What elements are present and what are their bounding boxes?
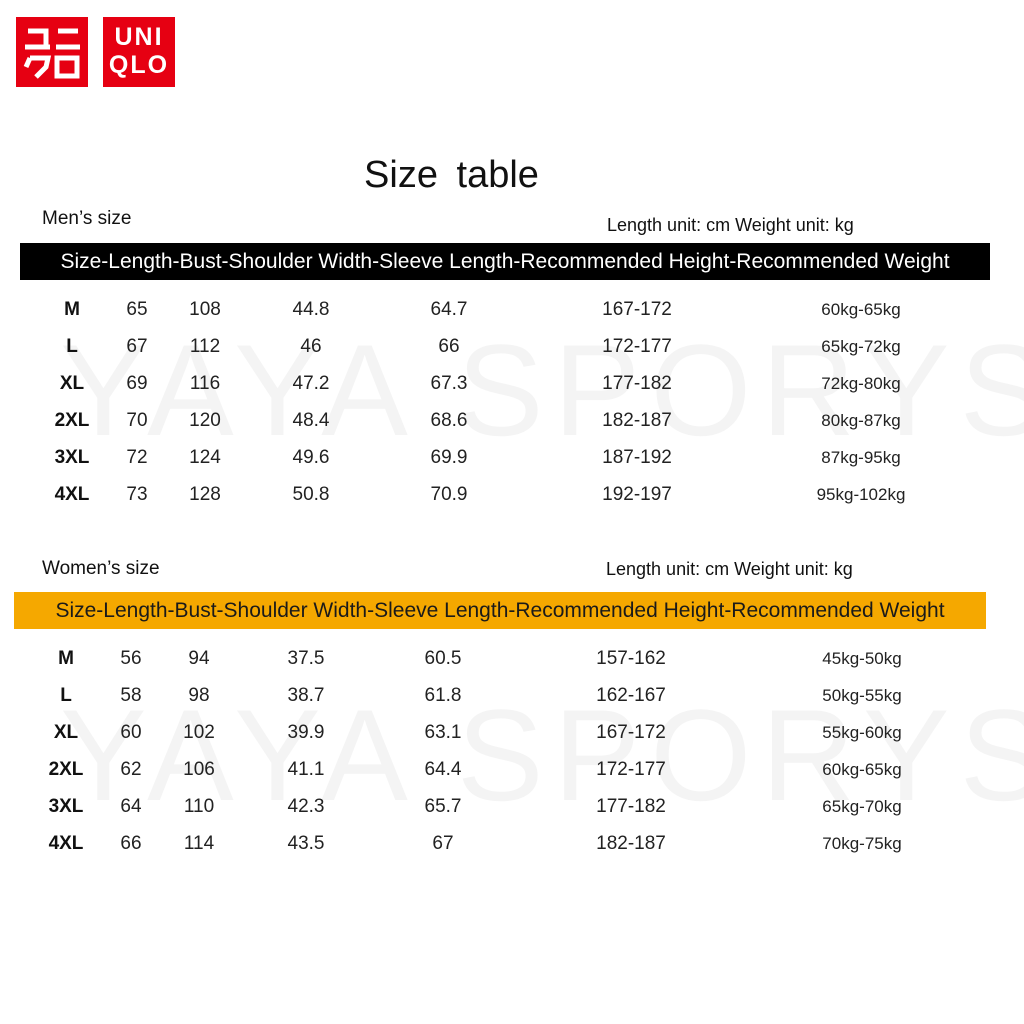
shoulder-cell: 38.7 bbox=[287, 685, 325, 706]
weight-cell: 87kg-95kg bbox=[821, 448, 901, 467]
table-row bbox=[0, 751, 1024, 788]
shoulder-cell: 47.2 bbox=[292, 373, 330, 394]
height-cell: 157-162 bbox=[596, 648, 666, 669]
sleeve-cell: 70.9 bbox=[430, 484, 468, 505]
weight-cell: 80kg-87kg bbox=[821, 411, 901, 430]
size-cell: M bbox=[64, 299, 80, 320]
size-cell: 4XL bbox=[48, 833, 84, 854]
sleeve-cell: 69.9 bbox=[430, 447, 468, 468]
bust-cell: 102 bbox=[183, 722, 215, 743]
bust-cell: 124 bbox=[189, 447, 221, 468]
length-cell: 56 bbox=[120, 648, 142, 669]
height-cell: 167-172 bbox=[596, 722, 666, 743]
bust-cell: 106 bbox=[183, 759, 215, 780]
shoulder-cell: 39.9 bbox=[287, 722, 325, 743]
table-row bbox=[0, 640, 1024, 677]
women-header-bar: Size-Length-Bust-Shoulder Width-Sleeve Length-Recommended Height-Recommended Weight bbox=[14, 592, 986, 629]
table-row bbox=[0, 476, 1024, 513]
weight-cell: 72kg-80kg bbox=[821, 374, 901, 393]
shoulder-cell: 44.8 bbox=[292, 299, 330, 320]
weight-cell: 70kg-75kg bbox=[822, 834, 902, 853]
height-cell: 177-182 bbox=[602, 373, 672, 394]
weight-cell: 65kg-70kg bbox=[822, 797, 902, 816]
size-cell: M bbox=[58, 648, 74, 669]
sleeve-cell: 67 bbox=[432, 833, 454, 854]
sleeve-cell: 64.4 bbox=[424, 759, 462, 780]
length-cell: 66 bbox=[120, 833, 142, 854]
table-row bbox=[0, 365, 1024, 402]
sleeve-cell: 63.1 bbox=[424, 722, 462, 743]
bust-cell: 116 bbox=[189, 373, 221, 394]
bust-cell: 108 bbox=[189, 299, 221, 320]
length-cell: 60 bbox=[120, 722, 142, 743]
shoulder-cell: 49.6 bbox=[292, 447, 330, 468]
weight-cell: 45kg-50kg bbox=[822, 649, 902, 668]
length-cell: 65 bbox=[126, 299, 148, 320]
height-cell: 177-182 bbox=[596, 796, 666, 817]
length-cell: 64 bbox=[120, 796, 142, 817]
length-cell: 70 bbox=[126, 410, 148, 431]
women-section-label: Women’s size bbox=[42, 558, 160, 579]
height-cell: 162-167 bbox=[596, 685, 666, 706]
size-cell: 2XL bbox=[54, 410, 90, 431]
shoulder-cell: 48.4 bbox=[292, 410, 330, 431]
table-row bbox=[0, 788, 1024, 825]
bust-cell: 94 bbox=[188, 648, 210, 669]
size-cell: 3XL bbox=[48, 796, 84, 817]
men-unit-label: Length unit: cm Weight unit: kg bbox=[607, 215, 854, 235]
length-cell: 62 bbox=[120, 759, 142, 780]
table-row bbox=[0, 714, 1024, 751]
size-cell: XL bbox=[59, 373, 85, 394]
height-cell: 167-172 bbox=[602, 299, 672, 320]
table-row bbox=[0, 677, 1024, 714]
length-cell: 67 bbox=[126, 336, 148, 357]
uniqlo-katakana-logo bbox=[16, 17, 88, 87]
sleeve-cell: 65.7 bbox=[424, 796, 462, 817]
shoulder-cell: 50.8 bbox=[292, 484, 330, 505]
height-cell: 182-187 bbox=[596, 833, 666, 854]
bust-cell: 112 bbox=[189, 336, 221, 357]
bust-cell: 120 bbox=[189, 410, 221, 431]
weight-cell: 60kg-65kg bbox=[821, 300, 901, 319]
sleeve-cell: 61.8 bbox=[424, 685, 462, 706]
sleeve-cell: 68.6 bbox=[430, 410, 468, 431]
table-row bbox=[0, 291, 1024, 328]
length-cell: 58 bbox=[120, 685, 142, 706]
table-row bbox=[0, 439, 1024, 476]
height-cell: 172-177 bbox=[596, 759, 666, 780]
size-cell: 4XL bbox=[54, 484, 90, 505]
sleeve-cell: 60.5 bbox=[424, 648, 462, 669]
men-section-label: Men’s size bbox=[42, 208, 132, 229]
size-cell: XL bbox=[53, 722, 79, 743]
length-cell: 72 bbox=[126, 447, 148, 468]
shoulder-cell: 42.3 bbox=[287, 796, 325, 817]
shoulder-cell: 43.5 bbox=[287, 833, 325, 854]
sleeve-cell: 67.3 bbox=[430, 373, 468, 394]
weight-cell: 65kg-72kg bbox=[821, 337, 901, 356]
shoulder-cell: 37.5 bbox=[287, 648, 325, 669]
height-cell: 172-177 bbox=[602, 336, 672, 357]
shoulder-cell: 41.1 bbox=[287, 759, 325, 780]
length-cell: 73 bbox=[126, 484, 148, 505]
bust-cell: 98 bbox=[188, 685, 210, 706]
length-cell: 69 bbox=[126, 373, 148, 394]
page-title: Size table bbox=[364, 154, 539, 196]
bust-cell: 128 bbox=[189, 484, 221, 505]
height-cell: 182-187 bbox=[602, 410, 672, 431]
shoulder-cell: 46 bbox=[300, 336, 322, 357]
weight-cell: 55kg-60kg bbox=[822, 723, 902, 742]
weight-cell: 50kg-55kg bbox=[822, 686, 902, 705]
height-cell: 187-192 bbox=[602, 447, 672, 468]
women-unit-label: Length unit: cm Weight unit: kg bbox=[606, 559, 853, 579]
logo-latin-text: UNI QLO bbox=[108, 23, 170, 79]
height-cell: 192-197 bbox=[602, 484, 672, 505]
men-header-bar: Size-Length-Bust-Shoulder Width-Sleeve Length-Recommended Height-Recommended Weight bbox=[20, 243, 990, 280]
bust-cell: 114 bbox=[183, 833, 215, 854]
bust-cell: 110 bbox=[183, 796, 215, 817]
size-cell: 3XL bbox=[54, 447, 90, 468]
weight-cell: 95kg-102kg bbox=[816, 485, 906, 504]
size-cell: L bbox=[60, 685, 72, 706]
table-row bbox=[0, 328, 1024, 365]
katakana-logo-glyphs bbox=[16, 17, 88, 87]
sleeve-cell: 66 bbox=[438, 336, 460, 357]
size-cell: 2XL bbox=[48, 759, 84, 780]
size-cell: L bbox=[66, 336, 78, 357]
sleeve-cell: 64.7 bbox=[430, 299, 468, 320]
table-row bbox=[0, 825, 1024, 862]
weight-cell: 60kg-65kg bbox=[822, 760, 902, 779]
table-row bbox=[0, 402, 1024, 439]
uniqlo-latin-logo bbox=[103, 17, 175, 87]
